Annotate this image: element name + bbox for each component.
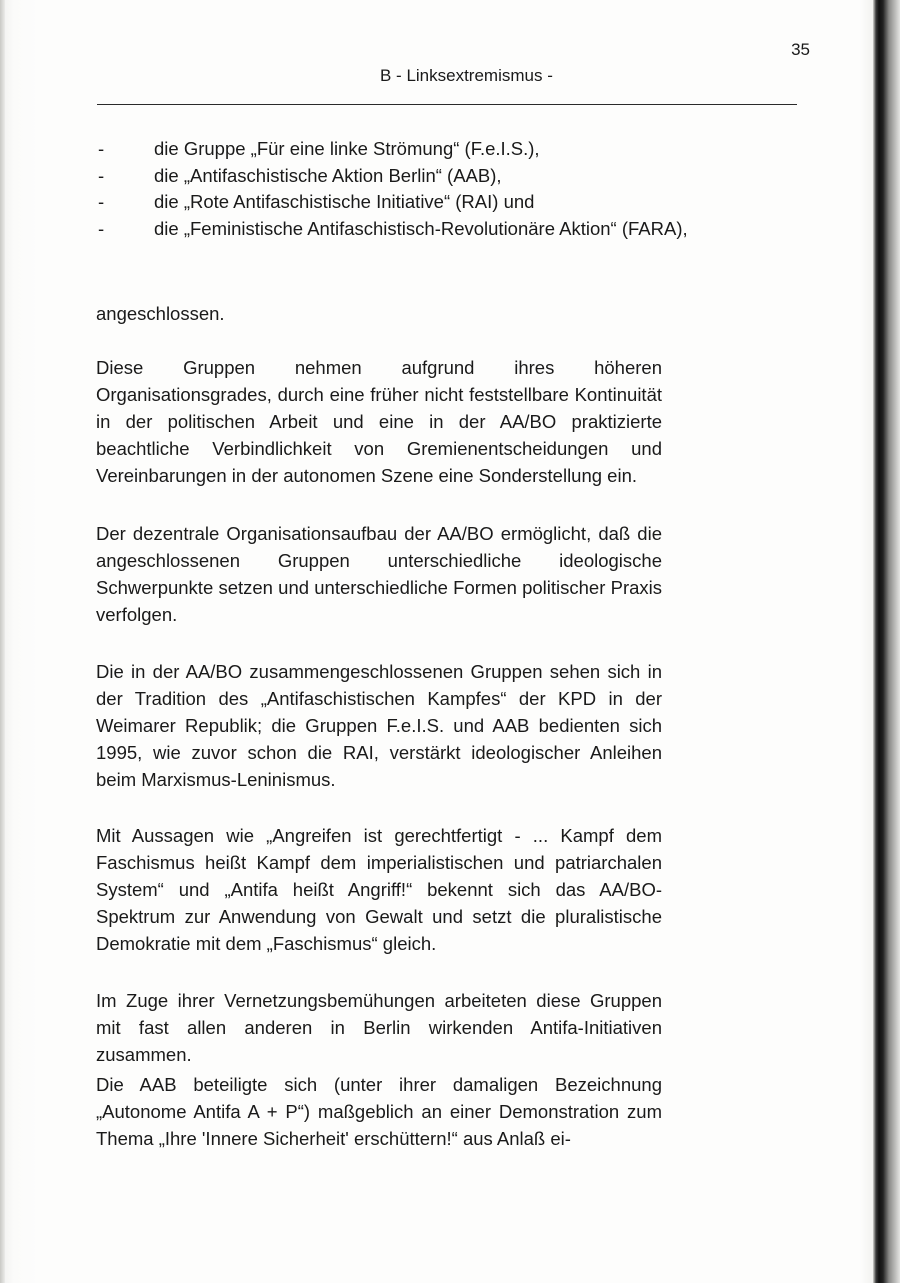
- list-item-text: die „Antifaschistische Aktion Berlin“ (AAB),: [154, 164, 502, 186]
- list-item: [96, 189, 776, 216]
- paragraph-angeschlossen: angeschlossen.: [96, 303, 225, 324]
- page-left-edge: [0, 0, 5, 1283]
- running-header: B - Linksextremismus -: [380, 66, 553, 85]
- list-item-text: die „Rote Antifaschistische Initiative“ (RAI) und: [154, 191, 535, 212]
- paragraph-tradition: Die in der AA/BO zusammengeschlossenen Gruppen sehen sich in der Tradition des „Antifaschistischen Kampfes“ der KPD in der Weimarer Republik; die Gruppen F.e.I.S. und AAB bedienten sich 1995, wie zuvor schon die RAI, verstärkt ideologischer Anleihen beim Marxismus-Leninismus.: [96, 661, 662, 790]
- paragraph-gewalt: Mit Aussagen wie „Angreifen ist gerechtfertigt - ... Kampf dem Faschismus heißt Kampf dem imperialistischen und patriarchalen System“ und „Antifa heißt Angriff!“ bekennt sich das AA/BO-Spektrum zur Anwendung von Gewalt und setzt die pluralistische Demokratie mit dem „Faschismus“ gleich.: [96, 825, 662, 954]
- paragraph-vernetzung: Im Zuge ihrer Vernetzungsbemühungen arbeiteten diese Gruppen mit fast allen anderen in Berlin wirkenden Antifa-Initiativen zusammen.: [96, 990, 662, 1065]
- paragraph-demonstration: Die AAB beteiligte sich (unter ihrer damaligen Bezeichnung „Autonome Antifa A + P“) maßgeblich an einer Demonstration zum Thema „Ihre 'Innere Sicherheit' erschüttern!“ aus Anlaß ei-: [96, 1074, 662, 1149]
- list-item: [96, 163, 776, 190]
- list-item: [96, 216, 776, 243]
- paragraph-organisationsaufbau: Der dezentrale Organisationsaufbau der AA/BO ermöglicht, daß die angeschlossenen Gruppen unterschiedliche ideologische Schwerpunkte setzen und unterschiedliche Formen politischer Praxis verfolgen.: [96, 523, 662, 625]
- header-divider: [97, 104, 797, 105]
- paragraph-sonderstellung: Diese Gruppen nehmen aufgrund ihres höheren Organisationsgrades, durch eine früher nicht feststellbare Kontinuität in der politischen Arbeit und eine in der AA/BO praktizierte beachtliche Verbindlichkeit von Gremienentscheidungen und Vereinbarungen in der autonomen Szene eine Sonderstellung ein.: [96, 357, 662, 486]
- list-item-text: die „Feministische Antifaschistisch-Revolutionäre Aktion“ (FARA),: [154, 217, 688, 239]
- list-item-text: die Gruppe „Für eine linke Strömung“ (F.e.I.S.),: [154, 138, 540, 159]
- list-dash: -: [98, 138, 105, 159]
- list-dash: -: [98, 164, 105, 186]
- group-list: [96, 136, 776, 242]
- list-dash: -: [98, 191, 105, 212]
- page-number: 35: [791, 40, 810, 59]
- binding-shadow: [873, 0, 900, 1283]
- list-item: [96, 136, 776, 163]
- list-dash: -: [98, 217, 105, 239]
